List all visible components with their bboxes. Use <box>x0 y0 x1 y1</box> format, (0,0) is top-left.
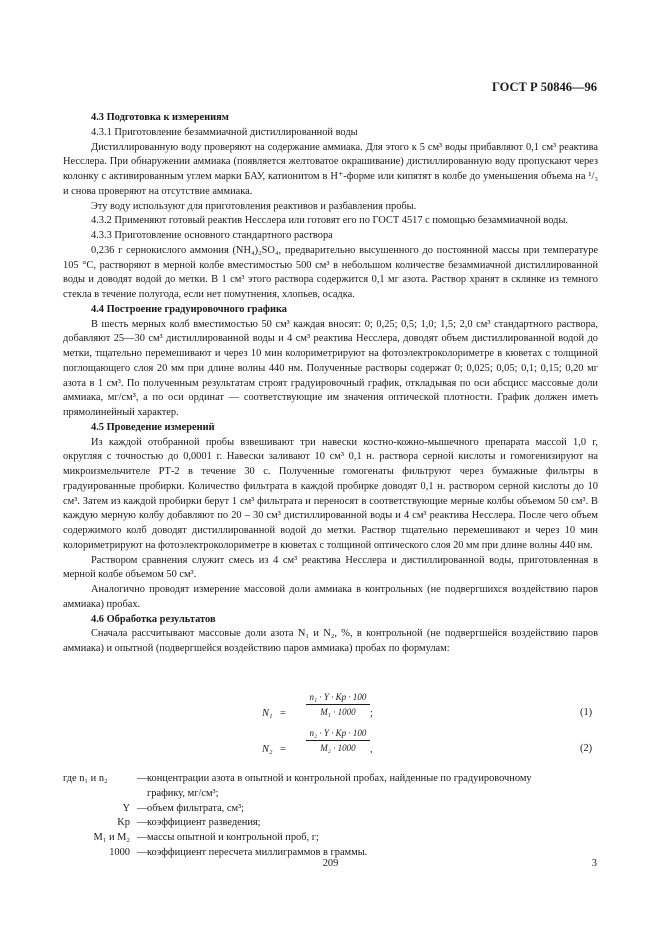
formula-numerator: n₁ · Y · Kр · 100 <box>306 692 370 705</box>
legend-row: Kр — коэффициент разведения; <box>63 816 598 831</box>
paragraph: 4.3.1 Приготовление безаммиачной дистиллированной воды <box>91 126 358 138</box>
body-text <box>63 111 598 657</box>
section-heading: 4.3 Подготовка к измерениям <box>91 112 229 123</box>
paragraph: 4.3.3 Приготовление основного стандартного раствора <box>91 230 333 241</box>
legend-symbol: Y <box>122 802 130 814</box>
page-number-right: 3 <box>591 858 597 869</box>
section-heading: 4.6 Обработка результатов <box>91 613 216 625</box>
formula-lhs: N₂ <box>262 744 273 755</box>
formula-equals: = <box>280 744 286 755</box>
paragraph: Дистиллированную воду проверяют на содержание аммиака. Для этого к 5 см³ воды прибавляют 0,1 см³ реактива Несслера. При обнаружении аммиака (появляется желтоватое окрашивание) дистиллированную воду пропускают через колонку с активированным углем марки БАУ, катионитом в H⁺-форме или кипятят в колбе до уменьшения объема на ¹/₃ и снова проверяют на отсутствие аммиака. <box>63 141 598 197</box>
page-number-center: 209 <box>322 858 339 869</box>
paragraph: Сначала рассчитывают массовые доли азота N₁ и N₂, %, в контрольной (не подвергшейся воздействию паров аммиака) и опытной (подвергшейся воздействию паров аммиака) пробах по формулам: <box>63 628 598 654</box>
standard-number: ГОСТ Р 50846—96 <box>491 80 597 94</box>
section-heading: 4.4 Построение градуировочного графика <box>91 303 287 315</box>
legend-row: Y — объем фильтрата, см³; <box>63 802 598 817</box>
legend-symbol: где n₁ и n₂ <box>63 773 108 784</box>
legend-row: где n₁ и n₂ — концентрации азота в опытной и контрольной пробах, найденные по градуировочному <box>63 772 598 787</box>
paragraph: 4.3.2 Применяют готовый реактив Несслера или готовят его по ГОСТ 4517 с помощью безаммиачной воды. <box>91 215 569 227</box>
paragraph: Эту воду используют для приготовления реактивов и разбавления пробы. <box>91 200 417 212</box>
legend-description: графику, мг/см³; <box>147 787 219 799</box>
formula-fraction <box>306 728 370 753</box>
legend-symbol: Kр <box>117 817 130 829</box>
legend-row: 1000 — коэффициент пересчета миллиграммов в граммы. <box>63 846 598 861</box>
formula-denominator: M₁ · 1000 <box>320 707 356 717</box>
formula-numerator: n₂ · Y · Kр · 100 <box>306 728 370 741</box>
section-heading: 4.5 Проведение измерений <box>91 421 215 433</box>
paragraph: Из каждой отобранной пробы взвешивают три навески костно-кожно-мышечного препарата массой 1,0 г, округляя с точностью до 0,0001 г. Навески заливают 10 см³ 0,1 н. раствора серной кислоты и гомогенизируют на микроизмельчителе РТ-2 в течение 30 с. Полученные гомогенаты фильтруют через бумажные фильтры в градуированные пробирки. Количество фильтрата в каждой пробирке доводят 0,1 н. раствором серной кислоты до 10 см³. Затем из каждой пробирки берут 1 см³ фильтрата и переносят в соответствующие мерные колбы объемом 50 см³. В каждую мерную колбу добавляют по 20 – 30 см³ дистиллированной воды и 4 см³ реактива Несслера. После чего объем содержимого колб доводят дистиллированной водой до метки. Раствор тщательно перемешивают и через 10 мин колориметрируют на фотоэлектроколориметре в кюветах с толщиной оптического слоя 20 мм при длине волны 440 нм. <box>63 436 598 551</box>
formula-number: (2) <box>580 743 593 754</box>
formula-denominator: M₂ · 1000 <box>320 743 356 753</box>
formula-punct: ; <box>370 708 373 719</box>
formula-equals: = <box>280 708 286 719</box>
formula-lhs: N₁ <box>262 708 273 719</box>
formula-fraction <box>306 692 370 717</box>
paragraph: 0,236 г сернокислого аммония (NH₄)₂SO₄, предварительно высушенного до постоянной массы при температуре 105 °С, растворяют в мерной колбе вместимостью 500 см³ в небольшом количестве безаммиачной дистиллированной воды и доводят водой до метки. В 1 см³ этого раствора содержится 0,1 мг азота. Раствор хранят в склянке из темного стекла в течение полугода, если нет помутнения, хлопьев, осадка. <box>63 244 598 300</box>
legend-row <box>63 787 598 802</box>
paragraph: В шесть мерных колб вместимостью 50 см³ каждая вносят: 0; 0,25; 0,5; 1,0; 1,5; 2,0 см³ стандартного раствора, добавляют 25—30 см³ дистиллированной воды и 4 см³ реактива Несслера, доводят объем дистиллированной водой до метки, тщательно перемешивают и через 10 мин колориметрируют на фотоэлектроколориметре в кюветах с толщиной поглощающего слоя 20 мм при длине волны 440 нм. Полученные растворы содержат 0; 0,025; 0,05; 0,1; 0,15; 0,20 мг азота в 1 см³. По полученным результатам строят градуировочный график, откладывая по оси абсцисс массовые доли аммиака, мг/см³, а по оси ординат — соответствующие им значения оптической плотности. График должен иметь прямолинейный характер. <box>63 318 598 418</box>
legend-description: коэффициент разведения; <box>147 817 261 829</box>
legend-description: концентрации азота в опытной и контрольной пробах, найденные по градуировочному <box>147 773 532 784</box>
legend-description: коэффициент пересчета миллиграммов в граммы. <box>147 846 368 858</box>
paragraph: Аналогично проводят измерение массовой доли аммиака в контрольных (не подвергшихся воздействию паров аммиака) пробах. <box>63 584 598 610</box>
legend-description: объем фильтрата, см³; <box>147 802 245 814</box>
legend-description: массы опытной и контрольной проб, г; <box>147 832 319 843</box>
legend-symbol: 1000 <box>109 846 130 858</box>
legend-row: M₁ и M₂ — массы опытной и контрольной проб, г; <box>63 831 598 846</box>
formula-2 <box>0 728 661 774</box>
formula-legend <box>63 772 598 861</box>
formula-punct: , <box>370 744 373 755</box>
formula-number: (1) <box>580 707 593 718</box>
legend-symbol: M₁ и M₂ <box>93 832 130 843</box>
paragraph: Раствором сравнения служит смесь из 4 см³ реактива Несслера и дистиллированной воды, приготовленная в мерной колбе объемом 50 см³. <box>63 554 598 581</box>
